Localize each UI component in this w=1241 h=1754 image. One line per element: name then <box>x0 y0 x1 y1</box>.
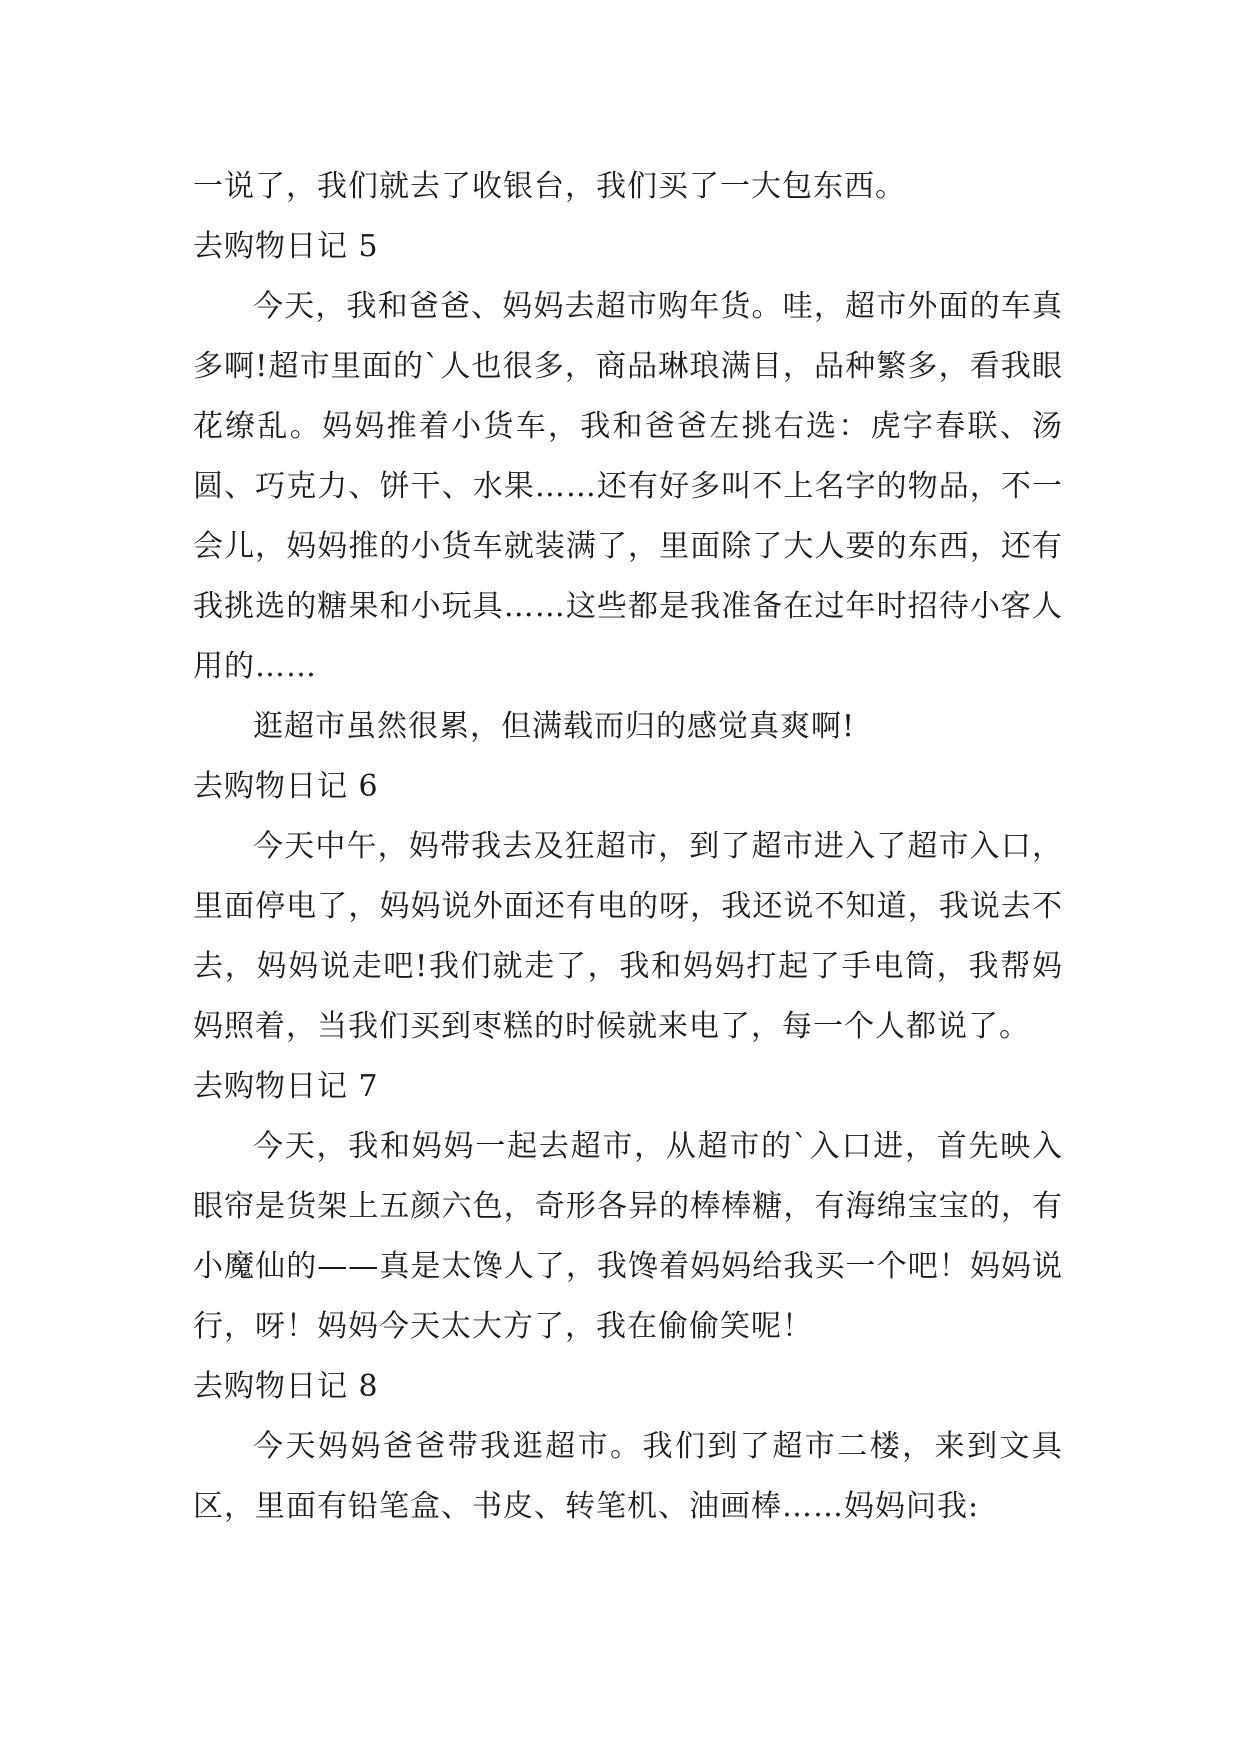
paragraph: 今天，我和妈妈一起去超市，从超市的`入口进，首先映入眼帘是货架上五颜六色，奇形各异的棒棒糖，有海绵宝宝的，有小魔仙的——真是太馋人了，我馋着妈妈给我买一个吧！妈妈说行，呀！妈妈今天太大方了，我在偷偷笑呢！ <box>193 1129 1063 1344</box>
intro-line: 一说了，我们就去了收银台，我们买了一大包东西。 <box>193 169 906 204</box>
section-title: 去购物日记 6 <box>193 769 379 804</box>
paragraph: 逛超市虽然很累，但满载而归的感觉真爽啊! <box>253 709 856 744</box>
paragraph: 今天妈妈爸爸带我逛超市。我们到了超市二楼，来到文具区，里面有铅笔盒、书皮、转笔机、油画棒……妈妈问我: <box>193 1429 1063 1524</box>
paragraph: 今天，我和爸爸、妈妈去超市购年货。哇，超市外面的车真多啊!超市里面的`人也很多，商品琳琅满目，品种繁多，看我眼花缭乱。妈妈推着小货车，我和爸爸左挑右选：虎字春联、汤圆、巧克力、饼干、水果……还有好多叫不上名字的物品，不一会儿，妈妈推的小货车就装满了，里面除了大人要的东西，还有我挑选的糖果和小玩具……这些都是我准备在过年时招待小客人用的…… <box>193 289 1063 684</box>
section-title: 去购物日记 8 <box>193 1369 379 1404</box>
section-title: 去购物日记 5 <box>193 229 379 264</box>
paragraph: 今天中午，妈带我去及狂超市，到了超市进入了超市入口，里面停电了，妈妈说外面还有电的呀，我还说不知道，我说去不去，妈妈说走吧!我们就走了，我和妈妈打起了手电筒，我帮妈妈照着，当我们买到枣糕的时候就来电了，每一个人都说了。 <box>193 829 1063 1044</box>
section-title: 去购物日记 7 <box>193 1069 379 1104</box>
diary-section-7 <box>193 1057 1063 1357</box>
diary-section-8 <box>193 1357 1063 1537</box>
diary-section-5 <box>193 217 1063 757</box>
document-body <box>193 157 1063 1537</box>
diary-section-6 <box>193 757 1063 1057</box>
